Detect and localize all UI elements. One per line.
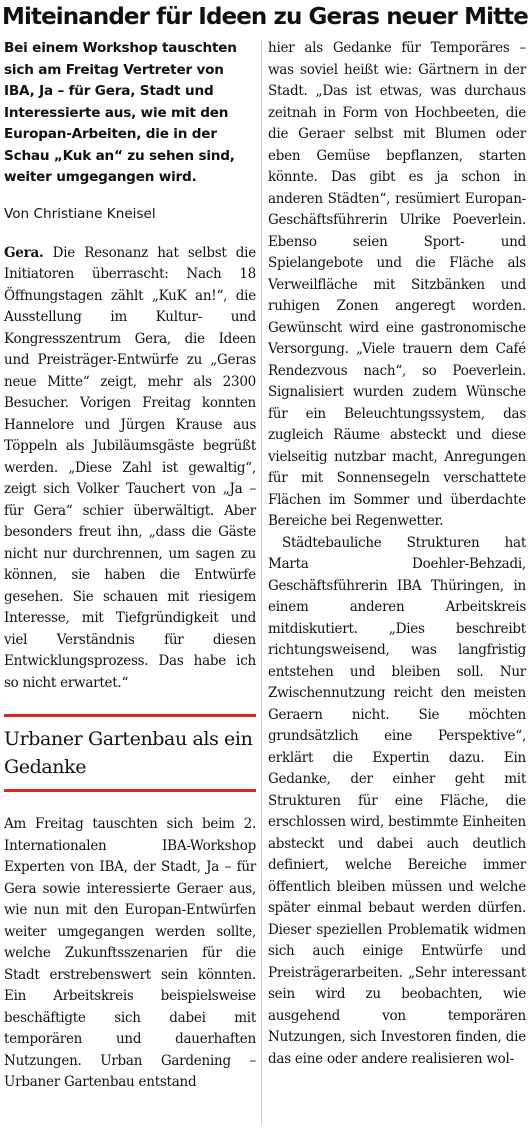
body-paragraph-1 (4, 243, 256, 695)
body-paragraph-1-text: Die Resonanz hat selbst die Initiatoren überrascht: Nach 18 Öffnungstagen zählt „KuK an!“, die Ausstellung im Kultur- und Kongresszentrum Gera, die Ideen und Preisträger-Entwürfe zu „Geras neue Mitte“ zeigt, mehr als 2300 Besucher. Vorigen Freitag konnten Hannelore und Jürgen Krause aus Töppeln als Jubiläumsgäste begrüßt werden. „Diese Zahl ist gewaltig“, zeigt sich Volker Tauchert von „Ja – für Gera“ schier überwältigt. Aber besonders freut ihn, „dass die Gäste nicht nur durchrennen, um sagen zu können, sie haben die Entwürfe gesehen. Sie schauen mit riesigem Interesse, mit Tiefgründigkeit und viel Verständnis für diesen Entwicklungsprozess. Das habe ich so nicht erwartet.“ (4, 244, 256, 691)
body-paragraph-2: Am Freitag tauschten sich beim 2. Internationalen IBA-Workshop Experten von IBA, der Stadt, Ja – für Gera sowie interessierte Geraer aus, wie nun mit den Europan-Entwürfen weiter umgegangen werden sollte, welche Zukunftsszenarien für die Stadt erstrebenswert sein könnten. Ein Arbeitskreis beispielsweise beschäftigte sich dabei mit temporären und dauerhaften Nutzungen. Urban Gardening – Urbaner Gartenbau entstand (4, 816, 256, 1090)
subhead-rule-top (4, 714, 256, 717)
left-column (4, 38, 256, 1094)
right-column (268, 38, 526, 1070)
body-paragraph-4: Städtebauliche Strukturen hat Marta Doehler-Behzadi, Geschäftsführerin IBA Thüringen, in einem anderen Arbeitskreis mitdiskutiert. „Dies beschreibt richtungsweisend, was langfristig entstehen und bleiben soll. Nur Zwischennutzung reicht den meisten Geraern nicht. Sie möchten grundsätzlich eine Perspektive“, erklärt die Expertin dazu. Ein Gedanke, der einher geht mit Strukturen für eine Fläche, die erschlossen wird, bestimmte Einheiten absteckt und dabei auch deutlich definiert, welche Bereiche immer öffentlich bleiben müssen und welche später einmal bebaut werden dürfen. Dieser speziellen Problematik widmen sich auch einige Entwürfe und Preisträgerarbeiten. „Sehr interessant sein wird zu beobachten, wie ausgehend von temporären Nutzungen, sich Investoren finden, die das eine oder andere realisieren wol- (268, 534, 526, 1067)
article-byline: Von Christiane Kneisel (4, 205, 156, 222)
subhead-rule-bottom (4, 789, 256, 792)
article-subhead: Urbaner Gartenbau als ein Gedanke (4, 728, 253, 778)
body-paragraph-3: hier als Gedanke für Temporäres – was soviel heißt wie: Gärtnern in der Stadt. „Das ist etwas, was durchaus zeitnah in Form von Hochbeeten, die die Geraer selbst mit Blumen oder eben Gemüse bepflanzen, starten könnte. Das gibt es ja schon in anderen Städten“, resümiert Europan-Geschäftsführerin Ulrike Poeverlein. Ebenso seien Sport- und Spielangebote und die Fläche als Verweilfläche mit Sitzbänken und ruhigen Zonen angeregt worden. Gewünscht wird eine gastronomische Versorgung. „Viele trauern dem Café Rendezvous nach“, so Poeverlein. Signalisiert wurden zudem Wünsche für ein Beleuchtungssystem, das zugleich Räume absteckt und diese vielseitig nutzbar macht, Anregungen für mit Sonnensegeln verschattete Flächen im Sommer und überdachte Bereiche bei Regenwetter. (268, 40, 526, 529)
article-lede: Bei einem Workshop tauschten sich am Freitag Vertreter von IBA, Ja – für Gera, Stadt und Interessierte aus, wie mit den Europan-Arbeiten, die in der Schau „Kuk an“ zu sehen sind, weiter umgegangen wird. (4, 40, 237, 185)
dateline: Gera. (4, 244, 44, 261)
article-headline: Miteinander für Ideen zu Geras neuer Mitte (2, 4, 528, 30)
column-divider (261, 40, 262, 1125)
